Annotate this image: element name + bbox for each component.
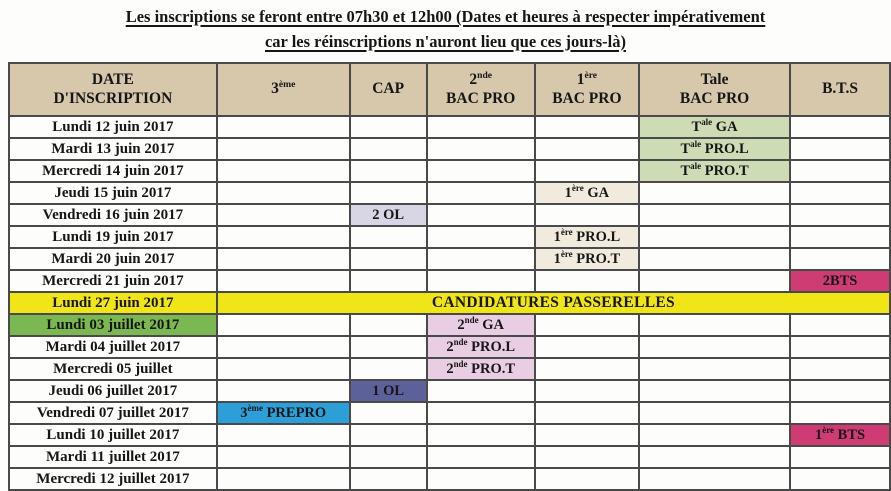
empty-cell	[790, 468, 890, 490]
date-cell: Mercredi 14 juin 2017	[9, 160, 217, 182]
empty-cell	[427, 468, 535, 490]
column-header: 3ème	[217, 63, 350, 116]
empty-cell	[217, 380, 350, 402]
table-row	[9, 424, 890, 446]
program-cell: $T^{ale}$ PRO.L	[639, 138, 790, 160]
table-row	[9, 358, 890, 380]
empty-cell	[790, 248, 890, 270]
program-cell: 2BTS	[790, 270, 890, 292]
empty-cell	[217, 424, 350, 446]
table-row	[9, 270, 890, 292]
empty-cell	[535, 446, 639, 468]
program-cell: 2nde PRO.T	[427, 358, 535, 380]
empty-cell	[427, 380, 535, 402]
empty-cell	[535, 138, 639, 160]
date-cell: Lundi 27 juin 2017	[9, 292, 217, 314]
column-header: DATE D'INSCRIPTION	[9, 63, 217, 116]
title-line-2: car les réinscriptions n'auront lieu que ces jours-là)	[264, 31, 626, 51]
empty-cell	[535, 270, 639, 292]
program-cell: 1 OL	[350, 380, 427, 402]
date-cell: Mardi 11 juillet 2017	[9, 446, 217, 468]
banner-cell: CANDIDATURES PASSERELLES	[217, 292, 890, 314]
empty-cell	[790, 358, 890, 380]
empty-cell	[639, 314, 790, 336]
table-body	[9, 116, 890, 490]
column-header: Tale BAC PRO	[639, 63, 790, 116]
empty-cell	[790, 226, 890, 248]
title-line-1: Les inscriptions se feront entre 07h30 et 12h00 (Dates et heures à respecter impérativement	[125, 7, 766, 26]
empty-cell	[350, 138, 427, 160]
table-row	[9, 248, 890, 270]
empty-cell	[427, 248, 535, 270]
empty-cell	[535, 358, 639, 380]
empty-cell	[639, 402, 790, 424]
empty-cell	[639, 468, 790, 490]
empty-cell	[535, 314, 639, 336]
empty-cell	[427, 138, 535, 160]
empty-cell	[639, 446, 790, 468]
program-cell: $T^{ale}$ GA	[639, 116, 790, 138]
empty-cell	[350, 446, 427, 468]
empty-cell	[350, 336, 427, 358]
empty-cell	[350, 248, 427, 270]
empty-cell	[350, 358, 427, 380]
empty-cell	[639, 358, 790, 380]
table-row	[9, 380, 890, 402]
empty-cell	[535, 336, 639, 358]
empty-cell	[217, 248, 350, 270]
empty-cell	[639, 182, 790, 204]
date-cell: Mardi 13 juin 2017	[9, 138, 217, 160]
empty-cell	[790, 160, 890, 182]
empty-cell	[790, 116, 890, 138]
empty-cell	[790, 182, 890, 204]
program-cell: 2 OL	[350, 204, 427, 226]
header-row	[9, 63, 890, 116]
empty-cell	[639, 336, 790, 358]
empty-cell	[350, 226, 427, 248]
date-cell: Jeudi 06 juillet 2017	[9, 380, 217, 402]
table-row	[9, 446, 890, 468]
empty-cell	[217, 446, 350, 468]
date-cell: Lundi 19 juin 2017	[9, 226, 217, 248]
table-row	[9, 468, 890, 490]
empty-cell	[350, 314, 427, 336]
empty-cell	[217, 358, 350, 380]
program-cell: 2nde GA	[427, 314, 535, 336]
program-cell: 1ère GA	[535, 182, 639, 204]
empty-cell	[639, 270, 790, 292]
empty-cell	[217, 270, 350, 292]
empty-cell	[639, 204, 790, 226]
empty-cell	[535, 380, 639, 402]
empty-cell	[427, 160, 535, 182]
empty-cell	[217, 138, 350, 160]
program-cell: $T^{ale}$ PRO.T	[639, 160, 790, 182]
empty-cell	[217, 182, 350, 204]
empty-cell	[790, 336, 890, 358]
column-header: B.T.S	[790, 63, 890, 116]
column-header: 2nde BAC PRO	[427, 63, 535, 116]
empty-cell	[790, 402, 890, 424]
empty-cell	[427, 446, 535, 468]
empty-cell	[350, 182, 427, 204]
date-cell: Mercredi 21 juin 2017	[9, 270, 217, 292]
date-cell: Lundi 10 juillet 2017	[9, 424, 217, 446]
table-row	[9, 182, 890, 204]
empty-cell	[639, 424, 790, 446]
date-cell: Lundi 12 juin 2017	[9, 116, 217, 138]
page-title	[0, 5, 891, 55]
column-header: CAP	[350, 63, 427, 116]
table-row	[9, 314, 890, 336]
empty-cell	[790, 138, 890, 160]
empty-cell	[350, 424, 427, 446]
program-cell: 3ème PREPRO	[217, 402, 350, 424]
empty-cell	[639, 380, 790, 402]
empty-cell	[790, 446, 890, 468]
empty-cell	[350, 468, 427, 490]
empty-cell	[535, 160, 639, 182]
inscription-table	[8, 62, 891, 491]
empty-cell	[217, 468, 350, 490]
program-cell: 2nde PRO.L	[427, 336, 535, 358]
empty-cell	[217, 336, 350, 358]
empty-cell	[427, 226, 535, 248]
empty-cell	[427, 116, 535, 138]
date-cell: Lundi 03 juillet 2017	[9, 314, 217, 336]
date-cell: Jeudi 15 juin 2017	[9, 182, 217, 204]
date-cell: Vendredi 07 juillet 2017	[9, 402, 217, 424]
date-cell: Mardi 20 juin 2017	[9, 248, 217, 270]
empty-cell	[217, 116, 350, 138]
date-cell: Mercredi 12 juillet 2017	[9, 468, 217, 490]
empty-cell	[217, 204, 350, 226]
empty-cell	[350, 116, 427, 138]
table-header	[9, 63, 890, 116]
empty-cell	[350, 270, 427, 292]
program-cell: 1ère PRO.L	[535, 226, 639, 248]
table-row	[9, 204, 890, 226]
empty-cell	[217, 160, 350, 182]
date-cell: Vendredi 16 juin 2017	[9, 204, 217, 226]
empty-cell	[350, 402, 427, 424]
empty-cell	[790, 380, 890, 402]
empty-cell	[535, 468, 639, 490]
empty-cell	[790, 314, 890, 336]
table-row	[9, 292, 890, 314]
empty-cell	[427, 204, 535, 226]
column-header: 1ère BAC PRO	[535, 63, 639, 116]
table-row	[9, 226, 890, 248]
empty-cell	[535, 116, 639, 138]
empty-cell	[350, 160, 427, 182]
empty-cell	[639, 226, 790, 248]
empty-cell	[217, 226, 350, 248]
empty-cell	[427, 424, 535, 446]
table-row	[9, 138, 890, 160]
table-row	[9, 402, 890, 424]
empty-cell	[217, 314, 350, 336]
empty-cell	[639, 248, 790, 270]
program-cell: 1ère BTS	[790, 424, 890, 446]
empty-cell	[535, 402, 639, 424]
table-row	[9, 116, 890, 138]
date-cell: Mardi 04 juillet 2017	[9, 336, 217, 358]
table-row	[9, 336, 890, 358]
empty-cell	[790, 204, 890, 226]
empty-cell	[535, 204, 639, 226]
table-row	[9, 160, 890, 182]
empty-cell	[427, 402, 535, 424]
empty-cell	[427, 270, 535, 292]
date-cell: Mercredi 05 juillet	[9, 358, 217, 380]
program-cell: 1ère PRO.T	[535, 248, 639, 270]
empty-cell	[427, 182, 535, 204]
empty-cell	[535, 424, 639, 446]
